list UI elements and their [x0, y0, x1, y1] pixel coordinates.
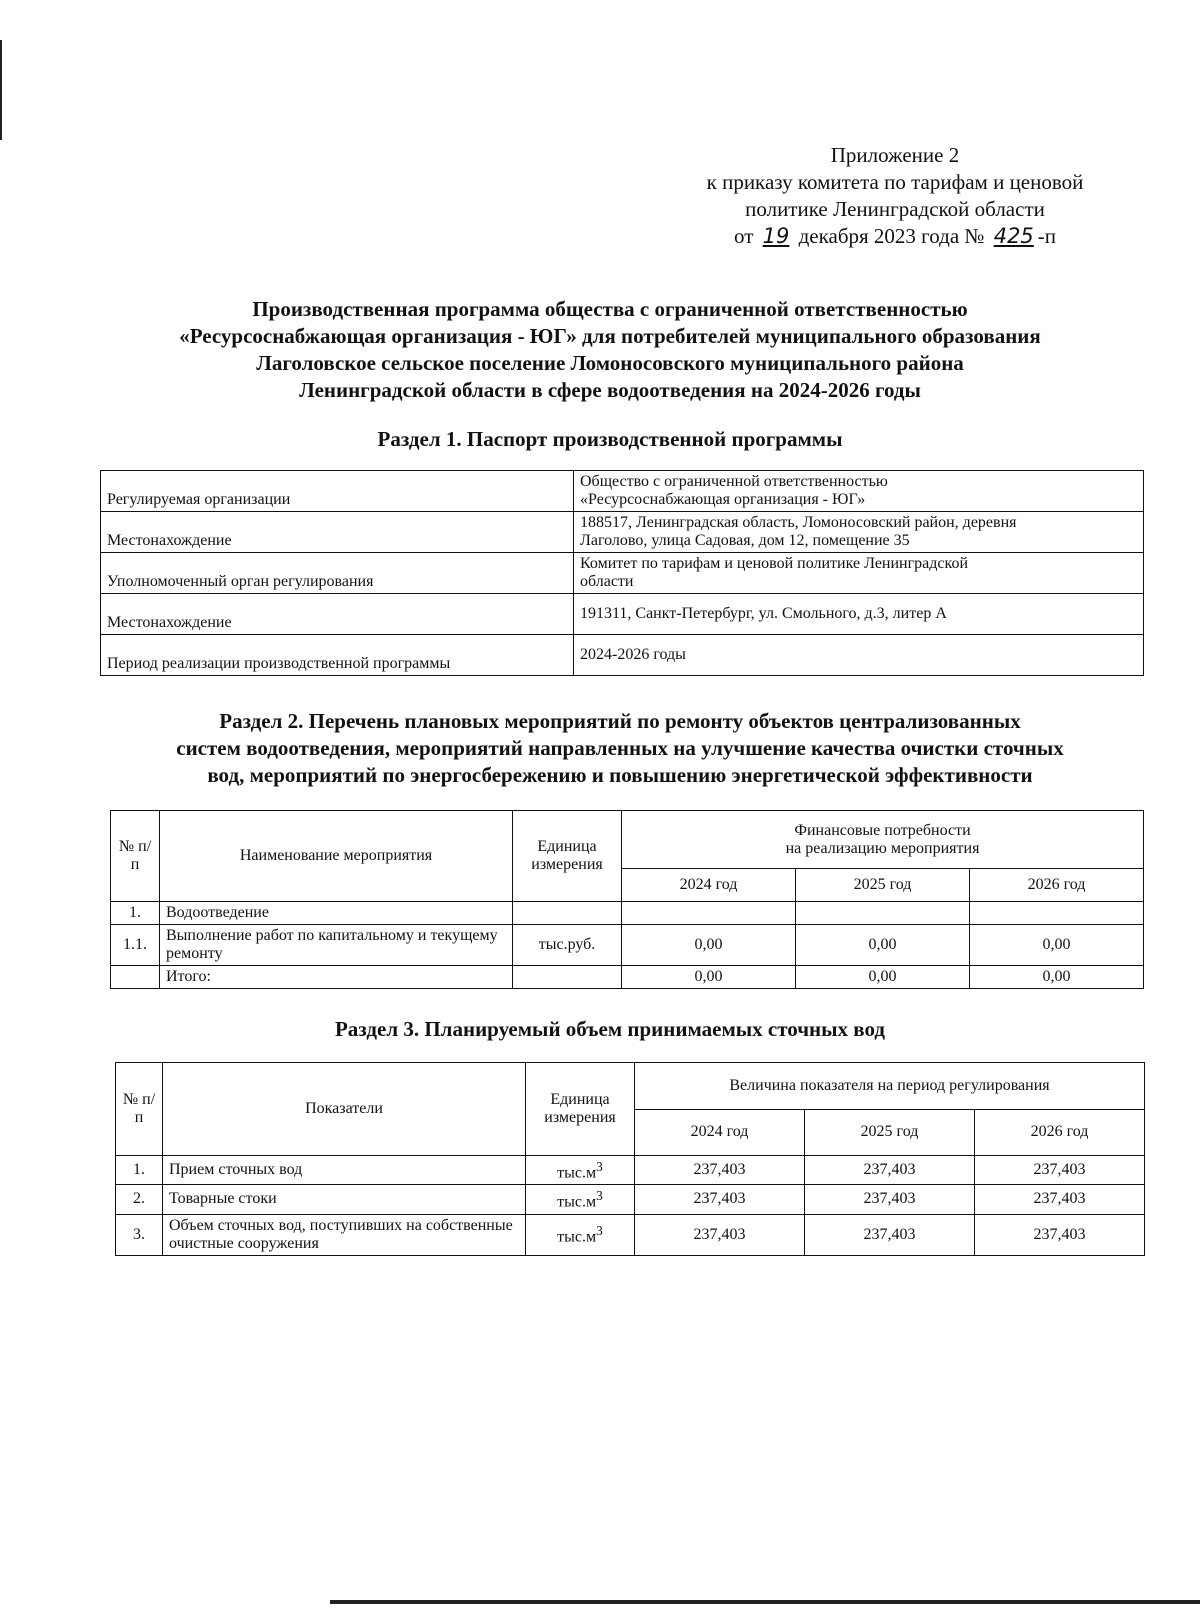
scan-edge-mark: [0, 40, 2, 140]
header-year-2025: 2025 год: [804, 1109, 974, 1156]
row-num: 2.: [116, 1185, 163, 1214]
row-name: Выполнение работ по капитальному и текущему ремонту: [160, 925, 513, 966]
total-2024: 0,00: [622, 966, 796, 989]
passport-label: Уполномоченный орган регулирования: [101, 553, 574, 594]
title-line4: Ленинградской области в сфере водоотведения на 2024-2026 годы: [299, 378, 921, 402]
section1-title: Раздел 1. Паспорт производственной программы: [377, 427, 843, 451]
row-num: [111, 966, 160, 989]
table-row: [111, 902, 1144, 925]
handwritten-day: 19: [762, 224, 790, 248]
row-name: Водоотведение: [160, 902, 513, 925]
row-unit: [526, 1185, 635, 1214]
header-year-2024: 2024 год: [622, 869, 796, 902]
unit-text: тыс.м: [557, 1193, 597, 1211]
row-num: 1.: [116, 1156, 163, 1185]
passport-value: 191311, Санкт-Петербург, ул. Смольного, д.3, литер А: [574, 594, 1144, 635]
passport-table: [100, 470, 1144, 676]
table-row: [116, 1214, 1145, 1255]
passport-row: [101, 594, 1144, 635]
row-value-2024: 0,00: [622, 925, 796, 966]
volume-header-row: [116, 1063, 1145, 1110]
total-2026: 0,00: [970, 966, 1144, 989]
row-name: Прием сточных вод: [163, 1156, 526, 1185]
unit-text: тыс.м: [557, 1164, 597, 1182]
row-value-2026: 237,403: [974, 1185, 1144, 1214]
row-unit: [526, 1214, 635, 1255]
appendix-line2: к приказу комитета по тарифам и ценовой: [706, 170, 1084, 194]
row-num: 3.: [116, 1214, 163, 1255]
measures-table: [110, 810, 1144, 989]
passport-value-line: 188517, Ленинградская область, Ломоносовский район, деревня: [580, 514, 1017, 531]
header-value: Величина показателя на период регулирования: [635, 1063, 1145, 1110]
table-row: [116, 1185, 1145, 1214]
row-unit: [513, 966, 622, 989]
row-value: [796, 902, 970, 925]
header-finance-line: на реализацию мероприятия: [785, 839, 980, 857]
passport-value: [574, 512, 1144, 553]
total-label: Итого:: [160, 966, 513, 989]
passport-value-line: области: [580, 573, 634, 590]
row-value-2026: 237,403: [974, 1156, 1144, 1185]
appendix-line1: Приложение 2: [830, 143, 960, 167]
passport-value: 2024-2026 годы: [574, 635, 1144, 676]
passport-label: Период реализации производственной программы: [101, 635, 574, 676]
section2-title-line1: Раздел 2. Перечень плановых мероприятий по ремонту объектов централизованных: [219, 709, 1021, 733]
date-middle: декабря 2023 года №: [798, 224, 985, 248]
row-value-2024: 237,403: [635, 1185, 805, 1214]
passport-label: Местонахождение: [101, 512, 574, 553]
row-value-2025: 237,403: [804, 1185, 974, 1214]
header-name: Показатели: [163, 1063, 526, 1156]
row-value-2026: 0,00: [970, 925, 1144, 966]
row-unit: тыс.руб.: [513, 925, 622, 966]
date-prefix: от: [733, 224, 754, 248]
title-line3: Лаголовское сельское поселение Ломоносовского муниципального района: [256, 351, 964, 375]
total-2025: 0,00: [796, 966, 970, 989]
passport-value-line: Комитет по тарифам и ценовой политике Ленинградской: [580, 555, 969, 572]
row-value: [970, 902, 1144, 925]
passport-label: Местонахождение: [101, 594, 574, 635]
measures-header-row: [111, 811, 1144, 869]
volume-table: [115, 1062, 1145, 1256]
passport-row: [101, 471, 1144, 512]
passport-value-line: «Ресурсоснабжающая организация - ЮГ»: [580, 491, 866, 508]
passport-row: [101, 512, 1144, 553]
table-row: [111, 925, 1144, 966]
passport-row: [101, 553, 1144, 594]
passport-value-line: Лаголово, улица Садовая, дом 12, помещение 35: [580, 532, 910, 549]
header-year-2026: 2026 год: [974, 1109, 1144, 1156]
appendix-line3: политике Ленинградской области: [745, 197, 1045, 221]
unit-superscript: 3: [596, 1223, 603, 1239]
total-row: [111, 966, 1144, 989]
row-num: 1.: [111, 902, 160, 925]
passport-label: Регулируемая организации: [101, 471, 574, 512]
passport-row: [101, 635, 1144, 676]
header-finance-line: Финансовые потребности: [794, 821, 971, 839]
section2-title: [110, 708, 1130, 789]
passport-value: [574, 471, 1144, 512]
row-value-2025: 0,00: [796, 925, 970, 966]
title-line1: Производственная программа общества с ограниченной ответственностью: [252, 297, 968, 321]
unit-superscript: 3: [596, 1188, 603, 1204]
row-value-2025: 237,403: [804, 1156, 974, 1185]
section3-title: Раздел 3. Планируемый объем принимаемых сточных вод: [334, 1017, 886, 1041]
unit-text: тыс.м: [557, 1228, 597, 1246]
header-num: № п/п: [116, 1063, 163, 1156]
header-year-2025: 2025 год: [796, 869, 970, 902]
header-year-2026: 2026 год: [970, 869, 1144, 902]
passport-value-line: Общество с ограниченной ответственностью: [580, 473, 888, 490]
row-value: [622, 902, 796, 925]
table-row: [116, 1156, 1145, 1185]
handwritten-number: 425: [993, 224, 1034, 248]
appendix-header: [660, 142, 1130, 250]
number-suffix: -п: [1037, 224, 1057, 248]
row-value-2025: 237,403: [804, 1214, 974, 1255]
header-name: Наименование мероприятия: [160, 811, 513, 902]
scan-bottom-edge: [330, 1600, 1200, 1604]
passport-value: [574, 553, 1144, 594]
unit-superscript: 3: [596, 1159, 603, 1174]
section2-title-line3: вод, мероприятий по энергосбережению и повышению энергетической эффективности: [207, 763, 1033, 787]
row-name: Товарные стоки: [163, 1185, 526, 1214]
header-year-2024: 2024 год: [635, 1109, 805, 1156]
row-unit: [513, 902, 622, 925]
row-value-2024: 237,403: [635, 1214, 805, 1255]
header-unit: Единица измерения: [526, 1063, 635, 1156]
header-unit: Единица измерения: [513, 811, 622, 902]
row-value-2026: 237,403: [974, 1214, 1144, 1255]
title-line2: «Ресурсоснабжающая организация - ЮГ» для потребителей муниципального образования: [179, 324, 1041, 348]
appendix-date-line: [660, 223, 1130, 250]
header-finance: [622, 811, 1144, 869]
row-unit: [526, 1156, 635, 1185]
document-title: [110, 296, 1110, 404]
row-name: Объем сточных вод, поступивших на собственные очистные сооружения: [163, 1214, 526, 1255]
row-num: 1.1.: [111, 925, 160, 966]
header-num: № п/п: [111, 811, 160, 902]
row-value-2024: 237,403: [635, 1156, 805, 1185]
section2-title-line2: систем водоотведения, мероприятий направленных на улучшение качества очистки сточных: [176, 736, 1064, 760]
